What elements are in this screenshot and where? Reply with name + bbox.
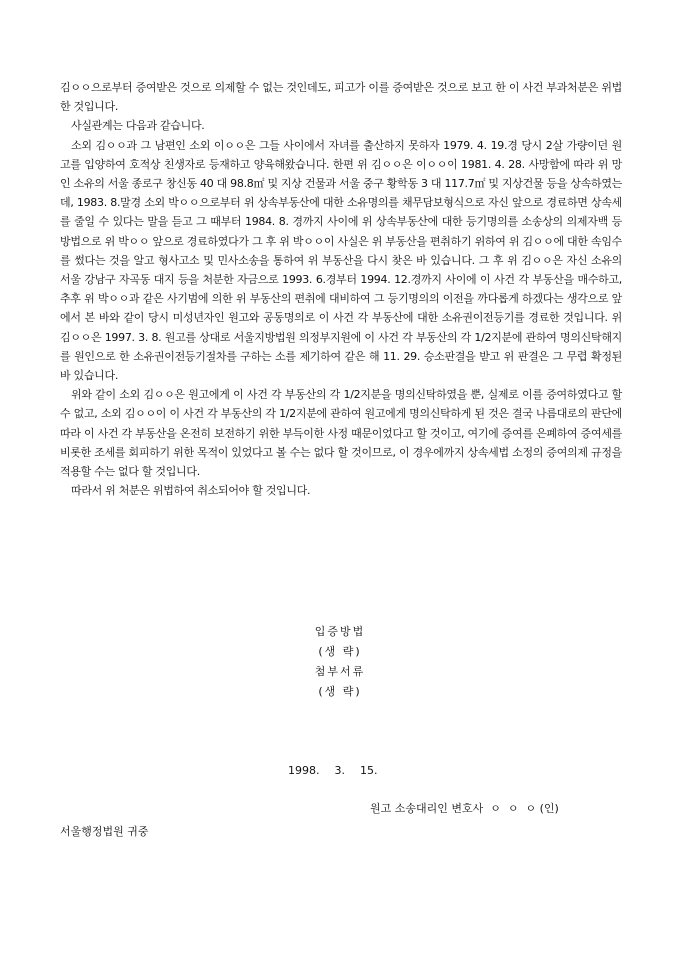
evidence-heading: 입증방법 [314, 625, 366, 638]
evidence-note: (생 략) [318, 645, 362, 658]
court-addressee: 서울행정법원 귀중 [60, 825, 149, 838]
paragraph-conclusion-intro: 김ㅇㅇ으로부터 증여받은 것으로 의제할 수 없는 것인데도, 피고가 이를 증여받은 것으로 보고 한 이 사건 부과처분은 위법한 것입니다. [60, 81, 622, 114]
evidence-section [0, 622, 680, 702]
attachments-heading: 첨부서류 [314, 665, 366, 678]
attachments-note: (생 략) [318, 685, 362, 698]
paragraph-argument: 위와 같이 소외 김ㅇㅇ은 원고에게 이 사건 각 부동산의 각 1/2지분을 명의신탁하였을 뿐, 실제로 이를 증여하였다고 할 수 없고, 소외 김ㅇㅇ이 이 사건 각 부동산의 각 1/2지분에 관하여 원고에게 명의신탁하게 된 것은 결국 나름대로의 판단에 따라 이 사건 각 부동산을 온전히 보전하기 위한 부득이한 사정 때문이었다고 할 것이고, 여기에 증여를 은폐하여 증여세를 비롯한 조세를 회피하기 위한 목적이 있었다고 볼 수는 없다 할 것이므로, 이 경우에까지 상속세법 소정의 증여의제 규정을 적용할 수는 없다 할 것입니다. [60, 388, 622, 479]
document-body [60, 78, 622, 500]
paragraph-conclusion: 따라서 위 처분은 위법하여 취소되어야 할 것입니다. [71, 484, 311, 498]
attorney-signature: 원고 소송대리인 변호사 ㅇ ㅇ ㅇ (인) [370, 802, 559, 815]
paragraph-facts: 소외 김ㅇㅇ과 그 남편인 소외 이ㅇㅇ은 그들 사이에서 자녀를 출산하지 못하자 1979. 4. 19.경 당시 2살 가량이던 원고를 입양하여 호적상 친생자로 등재하고 양육해왔습니다. 한편 위 김ㅇㅇ은 이ㅇㅇ이 1981. 4. 28. 사망함에 따라 위 망인 소유의 서울 종로구 창신동 40 대 98.8㎡ 및 지상 건물과 서울 중구 황학동 3 대 117.7㎡ 및 지상건물 등을 상속하였는데, 1983. 8.말경 소외 박ㅇㅇ으로부터 위 상속부동산에 대한 소유명의를 채무담보형식으로 자신 앞으로 경료하면 상속세를 줄일 수 있다는 말을 듣고 그 때부터 1984. 8. 경까지 사이에 위 상속부동산에 대한 등기명의를 소송상의 의제자백 등 방법으로 위 박ㅇㅇ 앞으로 경료하였다가 그 후 위 박ㅇㅇ이 사실은 위 부동산을 편취하기 위하여 위 김ㅇㅇ에 대한 속임수를 썼다는 것을 알고 형사고소 및 민사소송을 통하여 위 부동산을 다시 찾은 바 있습니다. 그 후 위 김ㅇㅇ은 자신 소유의 서울 강남구 자곡동 대지 등을 처분한 자금으로 1993. 6.경부터 1994. 12.경까지 사이에 이 사건 각 부동산을 매수하고, 추후 위 박ㅇㅇ과 같은 사기범에 의한 위 부동산의 편취에 대비하여 그 등기명의의 이전을 까다롭게 하겠다는 생각으로 앞에서 본 바와 같이 당시 미성년자인 원고와 공동명의로 이 사건 각 부동산에 대한 소유권이전등기를 경료한 것입니다. 위 김ㅇㅇ은 1997. 3. 8. 원고를 상대로 서울지방법원 의정부지원에 이 사건 각 부동산의 각 1/2지분에 관하여 명의신탁해지를 원인으로 한 소유권이전등기절차를 구하는 소를 제기하여 같은 해 11. 29. 승소판결을 받고 위 판결은 그 무렵 확정된 바 있습니다. [60, 138, 622, 383]
paragraph-facts-heading: 사실관계는 다음과 같습니다. [71, 119, 205, 133]
document-date: 1998. 3. 15. [288, 764, 378, 777]
